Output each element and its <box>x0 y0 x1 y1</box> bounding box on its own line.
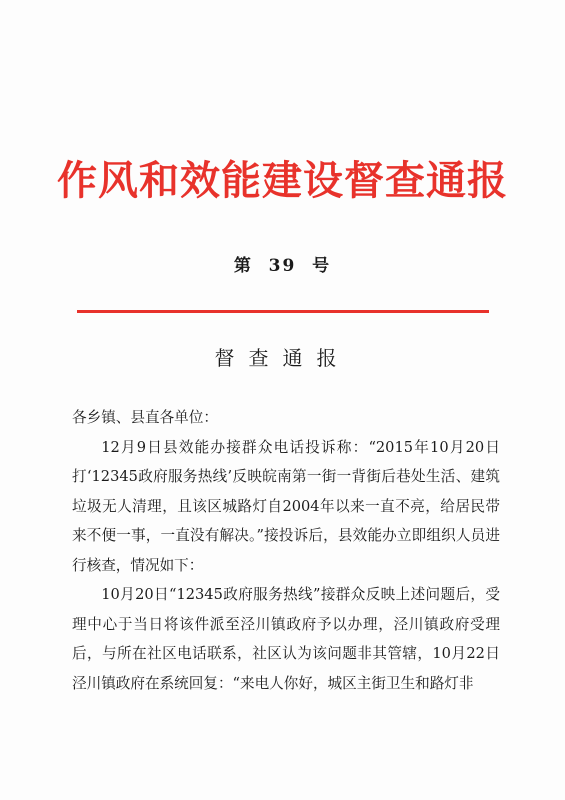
body-paragraph-2: 10月20日“12345政府服务热线”接群众反映上述问题后，受理中心于当日将该件派至泾川镇政府予以办理，泾川镇政府受理后，与所在社区电话联系，社区认为该问题非其管辖，10月22日泾川镇政府在系统回复：“来电人你好，城区主街卫生和路灯非 <box>72 586 500 692</box>
masthead-title: 作风和效能建设督查通报 <box>57 158 508 204</box>
body-paragraph-1: 12月9日县效能办接群众电话投诉称：“2015年10月20日打‘12345政府服务热线’反映皖南第一街一背街后巷处生活、建筑垃圾无人清理，且该区城路灯自2004年以来一直不亮，给居民带来不便一事，一直没有解决。”接投诉后，县效能办立即组织人员进行核查，情况如下： <box>72 438 500 574</box>
document-body <box>72 403 500 698</box>
issue-number: 第 39 号 <box>233 256 332 276</box>
document-title: 督查通报 <box>214 346 351 370</box>
red-divider-line <box>77 310 489 313</box>
salutation: 各乡镇、县直各单位： <box>72 409 218 426</box>
